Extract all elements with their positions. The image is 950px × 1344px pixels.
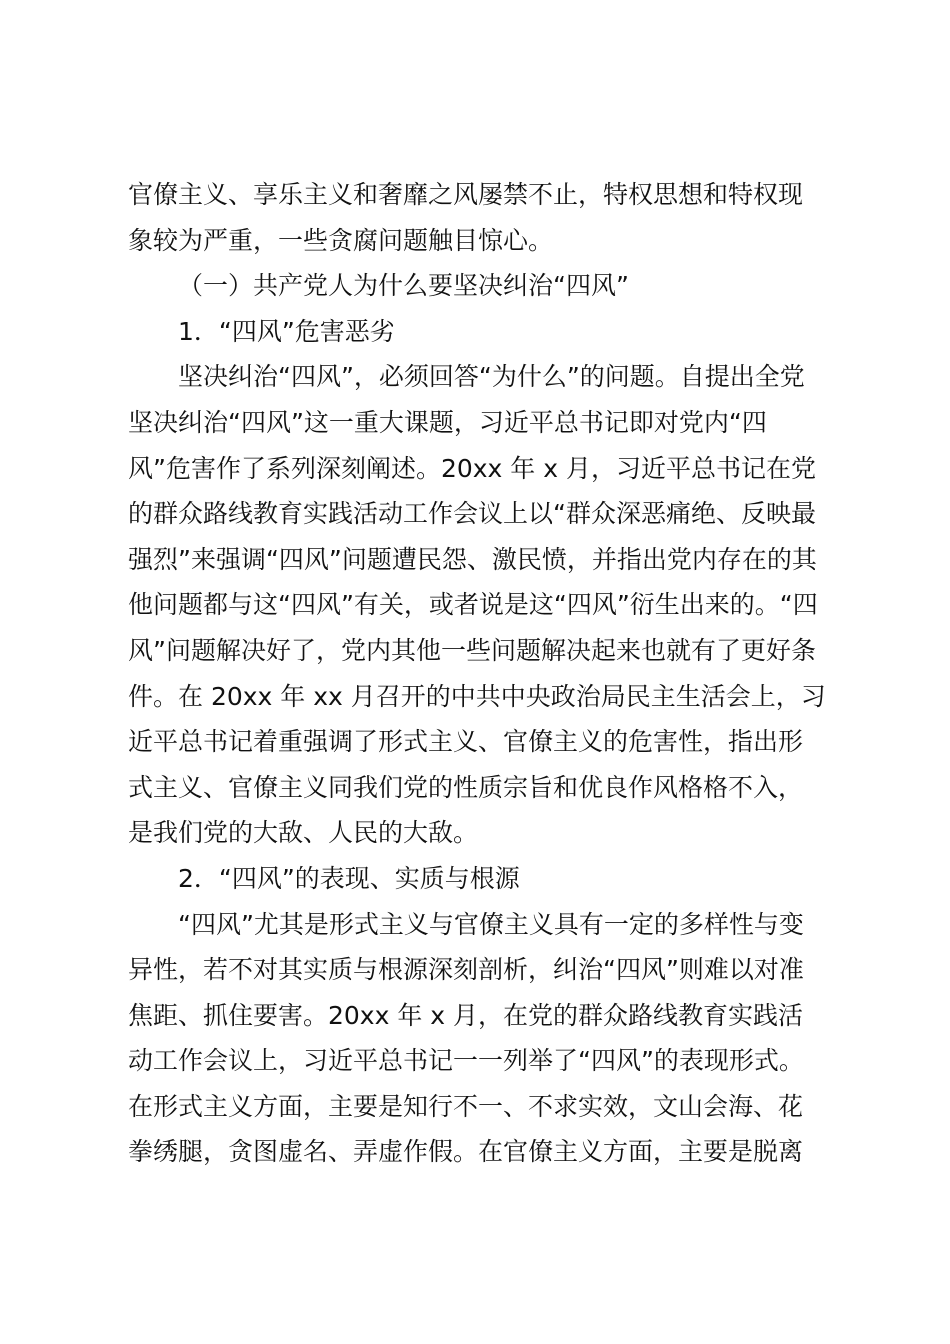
paragraph-first-line: 坚决纠治“四风”，必须回答“为什么”的问题。自提出全党 [178,362,805,392]
text-line: 强烈”来强调“四风”问题遭民怨、激民愤，并指出党内存在的其 [128,544,817,574]
subsection-heading: 2．“四风”的表现、实质与根源 [178,863,520,893]
text-line: 式主义、官僚主义同我们党的性质宗旨和优良作风格格不入， [128,772,804,802]
text-line: 风”危害作了系列深刻阐述。20xx 年 x 月，习近平总书记在党 [128,453,816,483]
paragraph-first-line: “四风”尤其是形式主义与官僚主义具有一定的多样性与变 [178,909,804,939]
subsection-heading: 1．“四风”危害恶劣 [178,316,395,346]
text-line: 近平总书记着重强调了形式主义、官僚主义的危害性，指出形 [128,727,804,757]
text-line: 坚决纠治“四风”这一重大课题，习近平总书记即对党内“四 [128,407,767,437]
text-line: 件。在 20xx 年 xx 月召开的中共中央政治局民主生活会上，习 [128,681,826,711]
text-line: 拳绣腿，贪图虚名、弄虚作假。在官僚主义方面，主要是脱离 [128,1137,804,1167]
text-line: 他问题都与这“四风”有关，或者说是这“四风”衍生出来的。“四 [128,590,818,620]
text-line: 风”问题解决好了，党内其他一些问题解决起来也就有了更好条 [128,635,816,665]
text-line: 焦距、抓住要害。20xx 年 x 月，在党的群众路线教育实践活 [128,1000,804,1030]
text-line: 象较为严重，一些贪腐问题触目惊心。 [128,225,554,255]
text-line: 在形式主义方面，主要是知行不一、不求实效，文山会海、花 [128,1091,804,1121]
text-line: 是我们党的大敌、人民的大敌。 [128,818,479,848]
text-line: 动工作会议上，习近平总书记一一列举了“四风”的表现形式。 [128,1046,804,1076]
section-heading: （一）共产党人为什么要坚决纠治“四风” [178,271,629,301]
text-line: 异性，若不对其实质与根源深刻剖析，纠治“四风”则难以对准 [128,955,804,985]
text-line: 官僚主义、享乐主义和奢靡之风屡禁不止，特权思想和特权现 [128,180,804,209]
text-line: 的群众路线教育实践活动工作会议上以“群众深恶痛绝、反映最 [128,499,816,529]
body-text [128,172,848,1175]
